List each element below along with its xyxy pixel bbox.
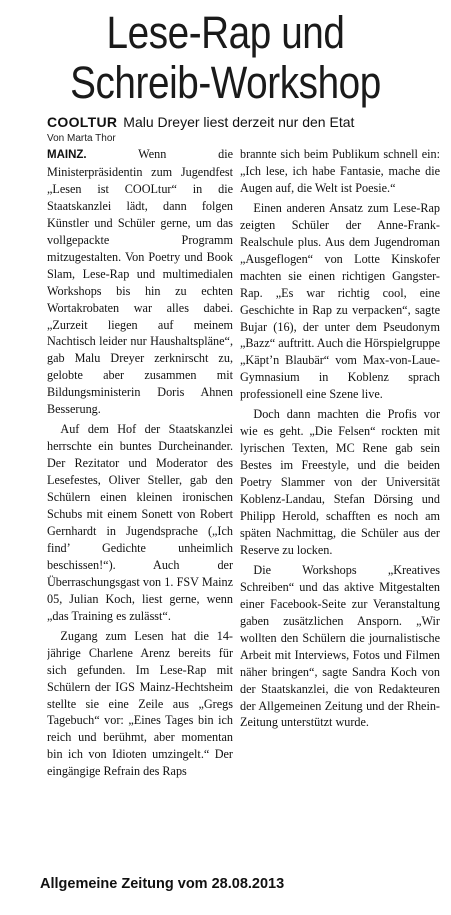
paragraph: brannte sich beim Publikum schnell ein: „Ich lese, ich habe Fantasie, mache die Augen auf, die Welt ist Poesie.“	[240, 147, 440, 195]
paragraph: Einen anderen Ansatz zum Lese-Rap zeigten Schüler der Anne-Frank-Realschule plus. Aus dem Jugendroman „Ausgeflogen“ von Lotte Kinskofer machten sie einen richtigen Gangster-Rap. „Es war richtig cool, eine Geschichte in Rap zu verpacken“, sagte Bujar (16), der unter dem Pseudonym „Bazz“ auftritt. Auch die Hörspielgruppe „Käpt’n Blaubär“ vom Max-von-Laue-Gymnasium in Koblenz sprach professionell eine Szene live.	[240, 200, 440, 402]
dateline: MAINZ.	[47, 149, 87, 161]
article-column-right	[240, 146, 440, 861]
paragraph: Doch dann machten die Profis vor wie es geht. „Die Felsen“ rockten mit lyrischen Texten, MC Rene gab sein Bestes im Freestyle, und die beiden Poetry Slammer von der Universität Koblenz-Landau, Stefan Dörsing und Philipp Herold, schafften es noch am späten Nachmittag, die Schüler aus der Reserve zu locken.	[240, 407, 440, 557]
paragraph: Die Workshops „Kreatives Schreiben“ und das aktive Mitgestalten einer Facebook-Seite zur Veranstaltung gaben zusätzlichen Ansporn. „Wir wollten den Schülern die journalistische Arbeit mit Interviews, Fotos und Filmen näher bringen“, sagte Sandra Koch von der Staatskanzlei, die von Redakteuren der Allgemeinen Zeitung und der Rhein-Zeitung unterstützt wurde.	[240, 562, 440, 730]
paragraph: Zugang zum Lesen hat die 14-jährige Charlene Arenz bereits für sich gefunden. Im Lese-Rap mit Schülern der IGS Mainz-Hechtsheim stellte sie eine Zeile aus „Gregs Tagebuch“ vor: „Eines Tages bin ich reich und berühmt, aber momentan bin ich von Idioten umzingelt.“ Der eingängige Refrain des Raps	[47, 628, 233, 779]
headline	[0, 8, 451, 108]
kicker	[47, 113, 442, 131]
paragraph	[47, 146, 233, 418]
paragraph-text: Wenn die Ministerpräsidentin zum Jugendfest „Lesen ist COOLtur“ in die Staatskanzlei lädt, dann folgen Künstler und Schüler gerne, um das vollgepackte Programm mitzugestalten. Von Poetry und Book Slam, Lese-Rap und multimedialen Workshops bis hin zu echten Wortakrobaten war alles dabei. „Zurzeit liegen auf meinem Nachtisch leider nur Haushaltspläne“, gab Malu Dreyer zerknirscht zu, gelobte aber zusammen mit Bildungsministerin Doris Ahnen Besserung.	[47, 147, 233, 417]
kicker-text: Malu Dreyer liest derzeit nur den Etat	[123, 114, 355, 130]
kicker-tag: COOLTUR	[47, 114, 118, 130]
source-footer: Allgemeine Zeitung vom 28.08.2013	[40, 876, 285, 892]
headline-line-1: Lese-Rap und	[106, 7, 345, 58]
byline: Von Marta Thor	[47, 133, 116, 144]
paragraph: Auf dem Hof der Staatskanzlei herrschte ein buntes Durcheinander. Der Rezitator und Moderator des Lesefestes, Oliver Steller, gab den Schülern einen kleinen ironischen Schubs mit einem Sonett von Robert Gernhardt in Jugendsprache („Ich find’ Gedichte unheimlich beschissen!“). Auch der Überraschungsgast von 1. FSV Mainz 05, Julian Koch, liest gerne, wenn „das Training es zulässt“.	[47, 422, 233, 623]
article-column-left	[47, 146, 233, 861]
headline-line-2: Schreib-Workshop	[70, 57, 381, 108]
